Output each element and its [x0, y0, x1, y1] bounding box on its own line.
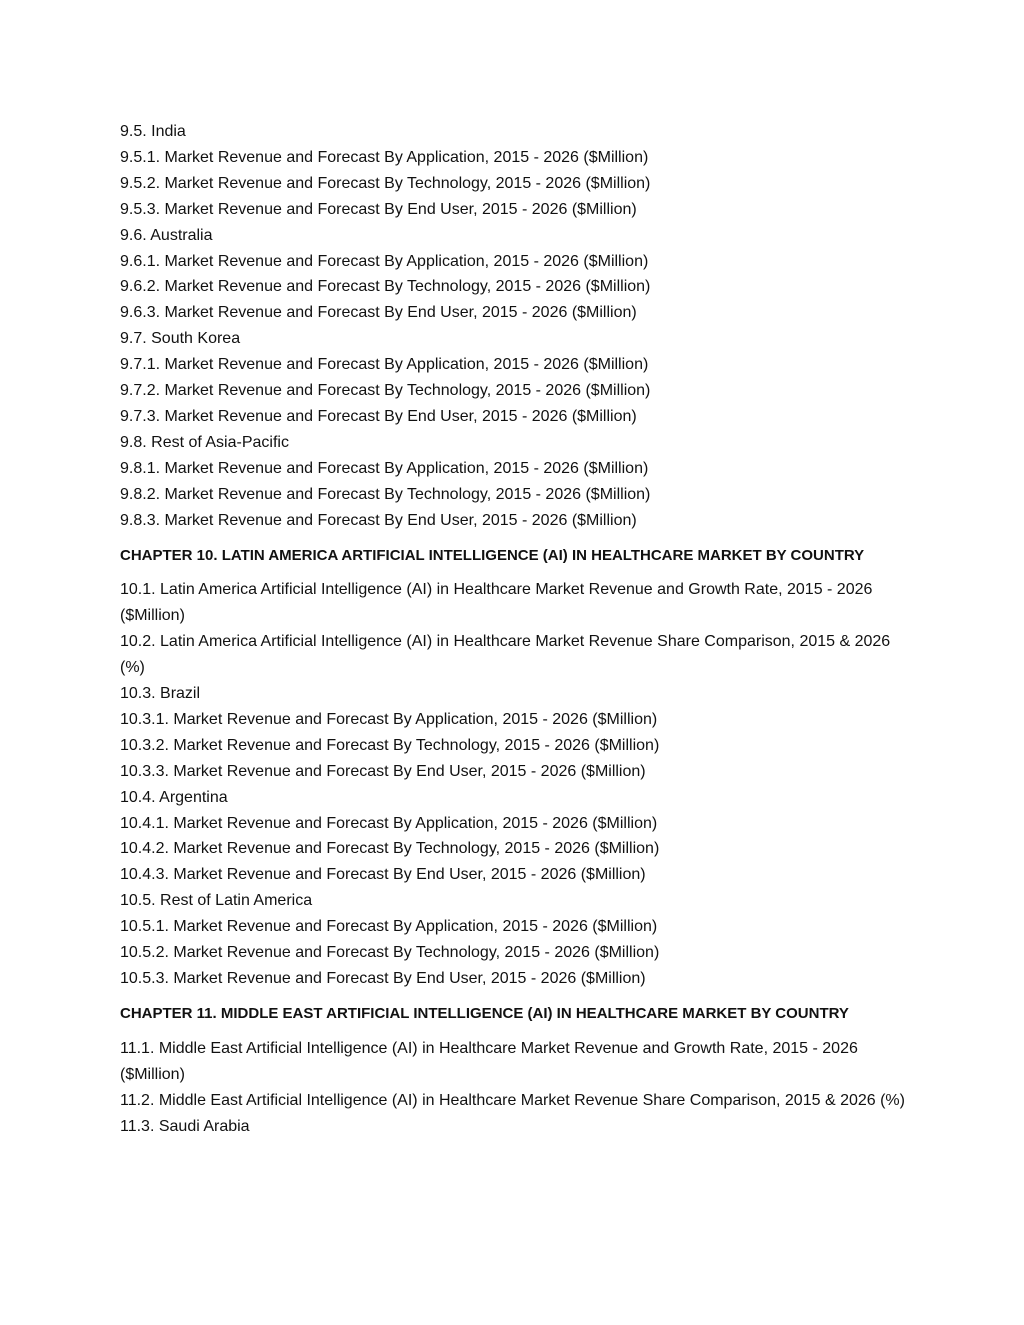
toc-entry: 9.6.3. Market Revenue and Forecast By End User, 2015 - 2026 ($Million) — [120, 304, 637, 322]
toc-entry: 10.3.3. Market Revenue and Forecast By End User, 2015 - 2026 ($Million) — [120, 762, 646, 780]
toc-entry: 11.3. Saudi Arabia — [120, 1117, 250, 1135]
toc-entry: 10.3.1. Market Revenue and Forecast By Application, 2015 - 2026 ($Million) — [120, 710, 658, 728]
toc-entry: 9.5.3. Market Revenue and Forecast By End User, 2015 - 2026 ($Million) — [120, 200, 637, 218]
toc-entry: 10.4.1. Market Revenue and Forecast By Application, 2015 - 2026 ($Million) — [120, 814, 658, 832]
toc-entry: 10.5.3. Market Revenue and Forecast By End User, 2015 - 2026 ($Million) — [120, 970, 646, 987]
chapter-10-list — [120, 577, 910, 992]
toc-entry: 9.8.1. Market Revenue and Forecast By Application, 2015 - 2026 ($Million) — [120, 459, 649, 477]
toc-entry: 9.6.2. Market Revenue and Forecast By Technology, 2015 - 2026 ($Million) — [120, 278, 651, 296]
toc-entry: 9.7.1. Market Revenue and Forecast By Application, 2015 - 2026 ($Million) — [120, 356, 649, 374]
toc-entry: 10.3. Brazil — [120, 685, 201, 703]
chapter-11-heading: CHAPTER 11. MIDDLE EAST ARTIFICIAL INTELLIGENCE (AI) IN HEALTHCARE MARKET BY COUNTRY — [120, 1004, 849, 1022]
chapter-10-heading: CHAPTER 10. LATIN AMERICA ARTIFICIAL INTELLIGENCE (AI) IN HEALTHCARE MARKET BY COUNTRY — [120, 546, 865, 564]
toc-entry: 10.5.1. Market Revenue and Forecast By Application, 2015 - 2026 ($Million) — [120, 918, 658, 936]
toc-entry: 10.2. Latin America Artificial Intelligence (AI) in Healthcare Market Revenue Share Comparison, 2015 & 2026 (%) — [120, 633, 891, 677]
toc-entry: 10.4. Argentina — [120, 788, 228, 806]
toc-entry: 9.7. South Korea — [120, 330, 241, 348]
toc-entry: 10.5. Rest of Latin America — [120, 892, 313, 910]
toc-entry: 9.5.2. Market Revenue and Forecast By Technology, 2015 - 2026 ($Million) — [120, 174, 651, 192]
toc-entry: 11.1. Middle East Artificial Intelligence (AI) in Healthcare Market Revenue and Growth Rate, 2015 - 2026 ($Million) — [120, 1039, 858, 1083]
toc-entry: 11.2. Middle East Artificial Intelligence (AI) in Healthcare Market Revenue Share Comparison, 2015 & 2026 (%) — [120, 1091, 905, 1109]
toc-entry: 9.8. Rest of Asia-Pacific — [120, 433, 289, 451]
toc-entry: 9.8.3. Market Revenue and Forecast By End User, 2015 - 2026 ($Million) — [120, 511, 637, 529]
section-9-list — [120, 119, 910, 534]
document-body — [120, 119, 910, 1139]
toc-entry: 9.6. Australia — [120, 226, 213, 244]
toc-entry: 9.5.1. Market Revenue and Forecast By Application, 2015 - 2026 ($Million) — [120, 148, 649, 166]
toc-entry: 9.6.1. Market Revenue and Forecast By Application, 2015 - 2026 ($Million) — [120, 252, 649, 270]
chapter-11-list — [120, 1036, 910, 1140]
toc-entry: 10.1. Latin America Artificial Intelligence (AI) in Healthcare Market Revenue and Growth Rate, 2015 - 2026 ($Million) — [120, 581, 873, 625]
toc-entry: 9.5. India — [120, 123, 186, 140]
toc-entry: 9.7.2. Market Revenue and Forecast By Technology, 2015 - 2026 ($Million) — [120, 382, 651, 400]
toc-entry: 10.4.2. Market Revenue and Forecast By Technology, 2015 - 2026 ($Million) — [120, 840, 660, 858]
toc-entry: 10.5.2. Market Revenue and Forecast By Technology, 2015 - 2026 ($Million) — [120, 944, 660, 962]
toc-entry: 10.4.3. Market Revenue and Forecast By End User, 2015 - 2026 ($Million) — [120, 866, 646, 884]
toc-entry: 10.3.2. Market Revenue and Forecast By Technology, 2015 - 2026 ($Million) — [120, 736, 660, 754]
toc-entry: 9.8.2. Market Revenue and Forecast By Technology, 2015 - 2026 ($Million) — [120, 485, 651, 503]
toc-entry: 9.7.3. Market Revenue and Forecast By End User, 2015 - 2026 ($Million) — [120, 407, 637, 425]
